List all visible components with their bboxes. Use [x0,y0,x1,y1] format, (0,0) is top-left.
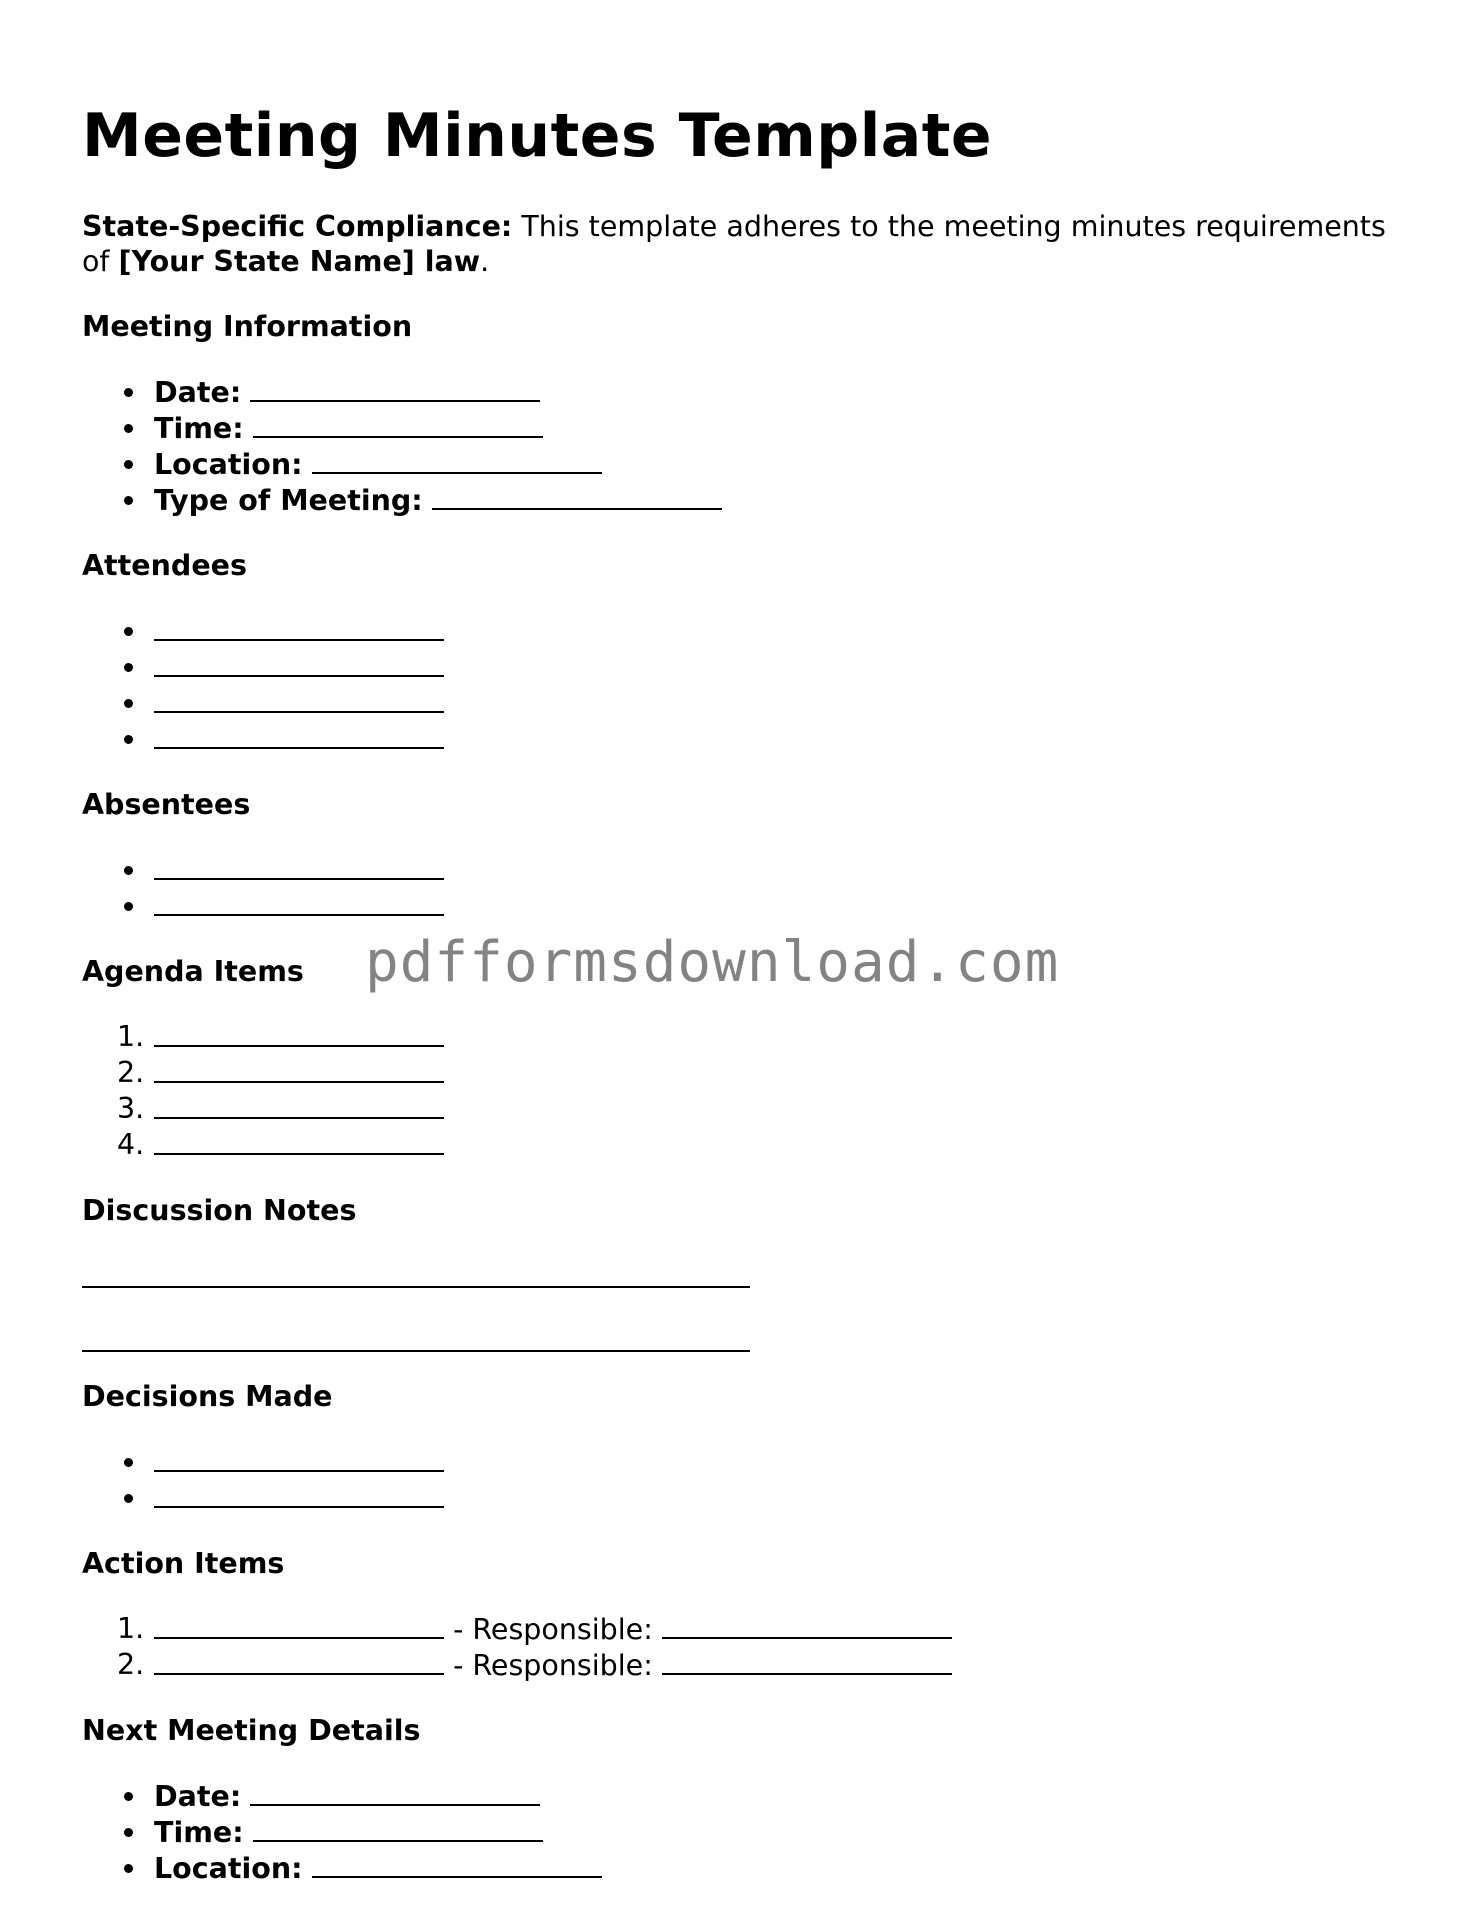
list-item [82,1019,1402,1055]
action-field[interactable] [154,1611,444,1639]
agenda-field[interactable] [154,1091,444,1119]
field-label: Date: [154,376,242,409]
absentee-field[interactable] [154,852,444,880]
decisions-list [82,1444,1402,1516]
responsible-field[interactable] [662,1611,952,1639]
responsible-label: - Responsible: [453,1613,653,1646]
list-item [82,1647,1402,1683]
list-item [82,446,1402,482]
list-item [82,852,1402,888]
page-title: Meeting Minutes Template [82,101,993,171]
field-label: Location: [154,1852,303,1885]
list-item [82,721,1402,757]
list-item [82,649,1402,685]
attendee-field[interactable] [154,613,444,641]
list-item [82,1814,1402,1850]
item-number: 1. [117,1020,145,1053]
compliance-text-2: . [480,245,490,278]
attendees-list [82,613,1402,757]
location-field[interactable] [312,446,602,474]
responsible-field[interactable] [662,1647,952,1675]
list-item [82,410,1402,446]
compliance-label: State-Specific Compliance: [82,210,513,243]
decision-field[interactable] [154,1480,444,1508]
meeting-info-heading: Meeting Information [82,310,413,343]
discussion-line[interactable] [82,1286,750,1288]
agenda-heading: Agenda Items [82,955,304,988]
item-number: 1. [117,1612,145,1645]
next-location-field[interactable] [312,1850,602,1878]
field-label: Time: [154,1816,244,1849]
date-field[interactable] [250,374,540,402]
actions-list [82,1611,1402,1683]
action-field[interactable] [154,1647,444,1675]
agenda-field[interactable] [154,1127,444,1155]
decisions-heading: Decisions Made [82,1380,333,1413]
next-date-field[interactable] [250,1778,540,1806]
watermark: pdfformsdownload.com [365,930,1060,995]
list-item [82,1778,1402,1814]
next-time-field[interactable] [253,1814,543,1842]
compliance-note [82,209,1402,279]
list-item [82,1055,1402,1091]
list-item [82,374,1402,410]
item-number: 4. [117,1128,145,1161]
item-number: 3. [117,1092,145,1125]
list-item [82,1091,1402,1127]
list-item [82,1480,1402,1516]
responsible-label: - Responsible: [453,1649,653,1682]
discussion-line[interactable] [82,1350,750,1352]
list-item [82,613,1402,649]
field-label: Time: [154,412,244,445]
list-item [82,1611,1402,1647]
list-item [82,1127,1402,1163]
actions-heading: Action Items [82,1547,285,1580]
meeting-type-field[interactable] [432,482,722,510]
list-item [82,1444,1402,1480]
attendee-field[interactable] [154,649,444,677]
meeting-info-list [82,374,1402,518]
time-field[interactable] [253,410,543,438]
attendee-field[interactable] [154,721,444,749]
attendee-field[interactable] [154,685,444,713]
agenda-field[interactable] [154,1019,444,1047]
item-number: 2. [117,1056,145,1089]
discussion-heading: Discussion Notes [82,1194,357,1227]
absentee-field[interactable] [154,888,444,916]
list-item [82,482,1402,518]
list-item [82,1850,1402,1886]
list-item [82,888,1402,924]
list-item [82,685,1402,721]
attendees-heading: Attendees [82,549,247,582]
field-label: Location: [154,448,303,481]
state-name: [Your State Name] law [118,245,481,278]
compliance-text-1: This template adheres to the meeting minutes requirements of [82,210,1386,278]
absentees-list [82,852,1402,924]
agenda-field[interactable] [154,1055,444,1083]
agenda-list [82,1019,1402,1163]
decision-field[interactable] [154,1444,444,1472]
next-meeting-list [82,1778,1402,1886]
field-label: Date: [154,1780,242,1813]
item-number: 2. [117,1648,145,1681]
next-meeting-heading: Next Meeting Details [82,1714,421,1747]
field-label: Type of Meeting: [154,484,423,517]
absentees-heading: Absentees [82,788,251,821]
